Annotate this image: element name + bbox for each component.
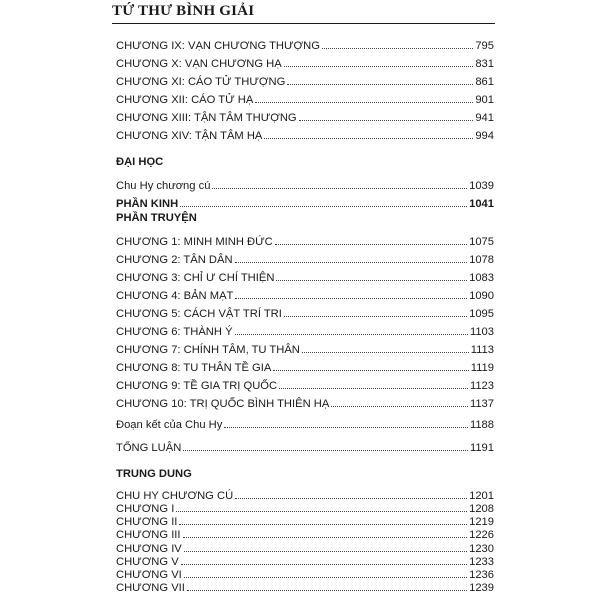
toc-entry-page: 795 — [475, 40, 494, 52]
toc-entry — [116, 88, 494, 106]
running-header: TỨ THƯ BÌNH GIẢI — [112, 3, 495, 24]
section-heading-dai-hoc: ĐẠI HỌC — [116, 156, 164, 168]
toc-entry-title: CHƯƠNG 10: TRỊ QUỐC BÌNH THIÊN HẠ — [116, 398, 330, 410]
toc-entry-title: CHƯƠNG XIV: TẬN TÂM HẠ — [116, 130, 263, 142]
dot-leader — [284, 316, 467, 317]
toc-entry — [116, 338, 494, 356]
toc-entry-title: CHƯƠNG 1: MINH MINH ĐỨC — [116, 236, 273, 248]
dot-leader — [183, 450, 468, 451]
toc-entry-title: CHƯƠNG 5: CÁCH VẬT TRÍ TRI — [116, 308, 282, 320]
toc-entry-page: 1226 — [469, 529, 494, 542]
dot-leader — [224, 427, 468, 428]
dot-leader — [322, 48, 473, 49]
toc-entry-title: CHƯƠNG I — [116, 503, 175, 516]
toc-entry-title: PHẦN KINH — [116, 198, 179, 210]
toc-entry-title: CHƯƠNG XIII: TẬN TÂM THƯỢNG — [116, 112, 297, 124]
toc-entry-page: 1103 — [469, 326, 494, 338]
toc-entry-page: 1208 — [469, 503, 494, 516]
toc-entry-title: TỔNG LUẬN — [116, 442, 182, 454]
toc-entry-page: 1219 — [469, 516, 494, 529]
toc-entry-page: 1075 — [469, 236, 494, 248]
toc-entry-page: 1236 — [469, 568, 494, 581]
toc-entry-page: 1095 — [469, 308, 494, 320]
toc-entry — [116, 248, 494, 266]
toc-entry-title: CHƯƠNG IX: VẠN CHƯƠNG THƯỢNG — [116, 40, 320, 52]
dot-leader — [235, 262, 468, 263]
dot-leader — [255, 102, 473, 103]
toc-entry-page: 901 — [475, 94, 494, 106]
toc-entry — [116, 284, 494, 302]
toc-entry-page: 941 — [475, 112, 494, 124]
toc-entry — [116, 70, 494, 88]
dot-leader — [235, 298, 467, 299]
toc-entry-title: Đoạn kết của Chu Hy — [116, 419, 223, 431]
toc-entry-title: CHƯƠNG 9: TỀ GIA TRỊ QUỐC — [116, 380, 278, 392]
toc-entry-title: CHƯƠNG V — [116, 555, 179, 568]
toc-entry — [116, 302, 494, 320]
toc-entry-page: 1191 — [469, 442, 494, 454]
toc-entry-page: 1113 — [470, 344, 494, 356]
dot-leader — [299, 120, 474, 121]
toc-entry-title: CHƯƠNG 3: CHỈ Ư CHÍ THIỆN — [116, 272, 275, 284]
toc-entry-page: 1090 — [469, 290, 494, 302]
toc-entry-title: CHƯƠNG VII — [116, 582, 185, 594]
toc-entry-page: 1078 — [469, 254, 494, 266]
dot-leader — [331, 406, 468, 407]
dot-leader — [273, 370, 468, 371]
toc-entry — [116, 578, 494, 594]
dot-leader — [284, 66, 474, 67]
toc-entry-page: 1201 — [469, 490, 494, 502]
toc-entry-phan-kinh — [116, 192, 494, 210]
toc-entry-page: 1233 — [469, 555, 494, 568]
toc-entry — [116, 52, 494, 70]
toc-entry-page: 1041 — [469, 198, 494, 210]
dot-leader — [276, 280, 467, 281]
toc-entry-title: Chu Hy chương cú — [116, 180, 211, 192]
toc-entry-page: 1119 — [470, 362, 494, 374]
toc-entry-title: CHƯƠNG IV — [116, 542, 182, 555]
toc-entry-page: 1137 — [469, 398, 494, 410]
toc-entry — [116, 266, 494, 284]
toc-entry — [116, 174, 494, 192]
dot-leader — [264, 138, 473, 139]
toc-entry-page: 831 — [475, 58, 494, 70]
toc-entry — [116, 413, 494, 431]
dot-leader — [287, 84, 473, 85]
toc-entry — [116, 356, 494, 374]
toc-entry-title: CHƯƠNG II — [116, 516, 178, 529]
toc-entry-page: 1083 — [469, 272, 494, 284]
section-heading-phan-truyen: PHẦN TRUYỆN — [116, 212, 197, 224]
dot-leader — [279, 388, 468, 389]
toc-entry-title: CHƯƠNG 2: TÂN DÂN — [116, 254, 233, 266]
toc-entry-title: CHU HY CHƯƠNG CÚ — [116, 490, 234, 502]
dot-leader — [212, 188, 467, 189]
dot-leader — [187, 590, 467, 591]
toc-entry — [116, 34, 494, 52]
dot-leader — [180, 206, 467, 207]
toc-entry-title: CHƯƠNG XI: CÁO TỬ THƯỢNG — [116, 76, 286, 88]
toc-entry-page: 1123 — [469, 380, 494, 392]
toc-entry — [116, 436, 494, 454]
toc-entry — [116, 230, 494, 248]
toc-entry-page: 1239 — [469, 582, 494, 594]
toc-entry-page: 1230 — [469, 542, 494, 555]
toc-entry-page: 1039 — [469, 180, 494, 192]
toc-entry-title: CHƯƠNG X: VẠN CHƯƠNG HẠ — [116, 58, 282, 70]
toc-entry — [116, 320, 494, 338]
section-heading-trung-dung: TRUNG DUNG — [116, 468, 192, 480]
toc-entry-title: CHƯƠNG XII: CÁO TỬ HẠ — [116, 94, 254, 106]
toc-entry — [116, 374, 494, 392]
toc-entry-page: 861 — [475, 76, 494, 88]
dot-leader — [302, 352, 469, 353]
toc-entry-title: CHƯƠNG 7: CHÍNH TÂM, TU THÂN — [116, 344, 300, 356]
toc-entry-title: CHƯƠNG 4: BẢN MẠT — [116, 290, 234, 302]
toc-entry — [116, 124, 494, 142]
toc-entry-page: 994 — [475, 130, 494, 142]
toc-entry-title: CHƯƠNG III — [116, 529, 181, 542]
dot-leader — [235, 334, 468, 335]
toc-entry-title: CHƯƠNG VI — [116, 568, 182, 581]
toc-entry-page: 1188 — [469, 419, 494, 431]
dot-leader — [275, 244, 467, 245]
toc-entry-title: CHƯƠNG 6: THÀNH Ý — [116, 326, 233, 338]
toc-entry — [116, 392, 494, 410]
toc-entry-title: CHƯƠNG 8: TU THÂN TỀ GIA — [116, 362, 272, 374]
toc-entry — [116, 106, 494, 124]
